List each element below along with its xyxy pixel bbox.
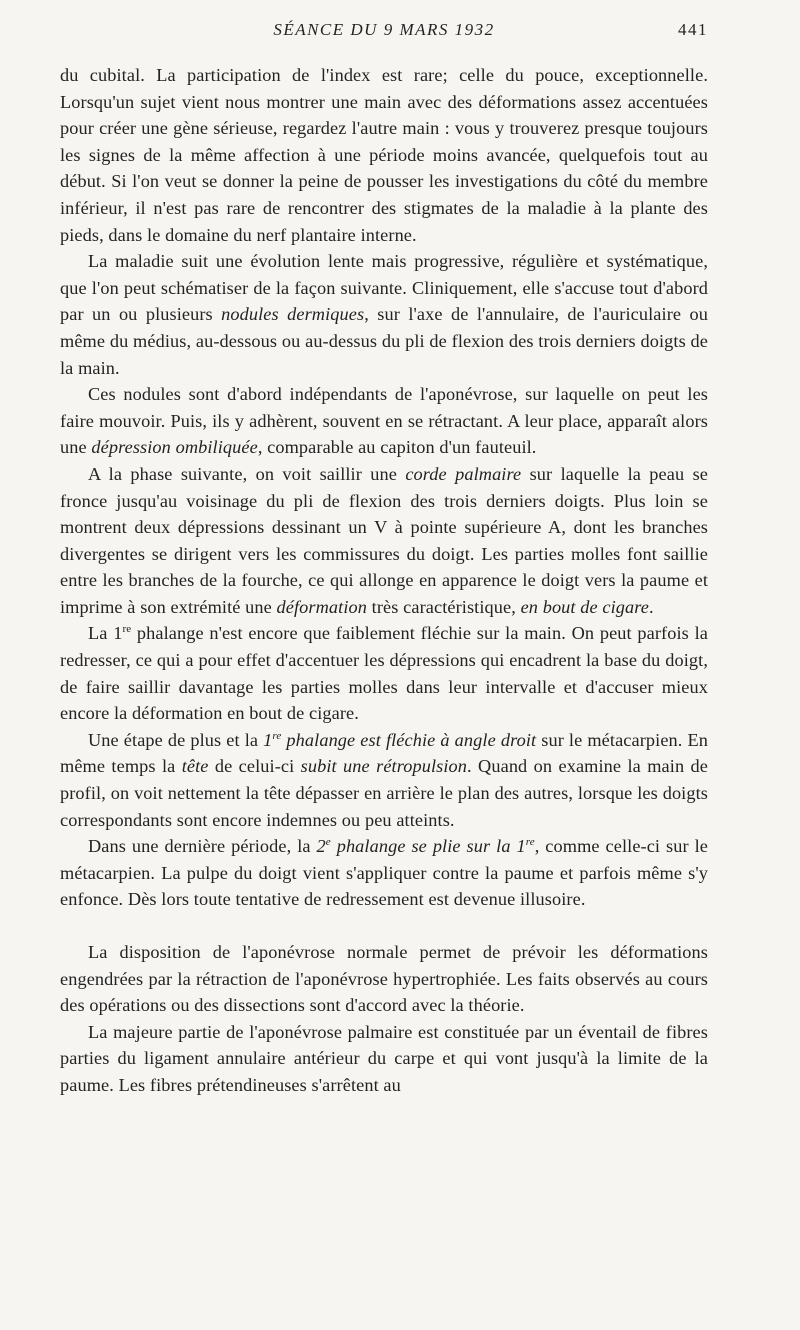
text-run: A la phase suivante, on voit saillir une <box>88 463 406 484</box>
paragraph <box>60 727 708 833</box>
italic-text: dépression ombiliquée <box>91 437 258 458</box>
text-run: La disposition de l'aponévrose normale permet de prévoir les déformations engendrées par la rétraction de l'aponévrose hypertrophiée. Les faits observés au cours des opérations ou des dissections sont d'accord avec la théorie. <box>60 942 708 1016</box>
text-run: du cubital. La participation de l'index est rare; celle du pouce, exceptionnelle. Lorsqu'un sujet vient nous montrer une main avec des déformations assez accentuées pour créer une gène sérieuse, regardez l'autre main : vous y trouverez presque toujours les signes de la même affection à une période moins avancée, quelquefois tout au début. Si l'on veut se donner la peine de pousser les investigations du côté du membre inférieur, il n'est pas rare de rencontrer des stigmates de la maladie à la plante des pieds, dans le domaine du nerf plantaire interne. <box>60 65 708 245</box>
text-run: Dans une dernière période, la <box>88 836 317 857</box>
text-run: de celui-ci <box>208 756 301 777</box>
italic-text: corde palmaire <box>405 463 522 484</box>
italic-text: subit une rétropulsion <box>300 756 468 777</box>
italic-text: déformation <box>276 596 368 617</box>
superscript: re <box>525 836 535 849</box>
paragraph <box>60 833 708 913</box>
text-run: La majeure partie de l'aponévrose palmaire est constituée par un éventail de fibres parties du ligament annulaire antérieur du carpe et qui vont jusqu'à la limite de la paume. Les fibres prétendineuses s'arrêtent au <box>60 1021 708 1095</box>
italic-text: phalange est fléchie à angle droit <box>281 729 537 750</box>
page-number: 441 <box>678 20 708 39</box>
text-run: , comme celle-ci sur le métacarpien. La pulpe du doigt vient s'appliquer contre la paume et parfois même s'y enfonce. Dès lors toute tentative de redressement est devenue illusoire. <box>60 836 708 910</box>
text-run: . <box>649 596 654 617</box>
italic-text: 2 <box>316 836 326 857</box>
text-run: Une étape de plus et la <box>88 729 264 750</box>
text-run: Ces nodules sont d'abord indépendants de l'aponévrose, sur laquelle on peut les faire mouvoir. Puis, ils y adhèrent, souvent en se rétractant. A leur place, apparaît alors une <box>60 384 708 458</box>
text-run: phalange n'est encore que faiblement fléchie sur la main. On peut parfois la redresser, ce qui a pour effet d'accentuer les dépressions qui encadrent la base du doigt, de faire saillir davantage les parties molles dans leur intervalle et d'accuser mieux encore la déformation en bout de cigare. <box>60 623 708 724</box>
superscript: e <box>325 836 331 849</box>
italic-text: nodules dermiques <box>221 304 365 325</box>
text-run: . Quand on examine la main de profil, on voit nettement la tête dépasser en arrière le plan des autres, lorsque les doigts correspondants sont encore indemnes ou peu atteints. <box>60 756 708 830</box>
paragraph <box>60 620 708 726</box>
paragraph <box>60 381 708 461</box>
paragraph <box>60 1019 708 1099</box>
text-run: sur le métacarpien. En même temps la <box>60 729 708 777</box>
italic-text: 1 <box>263 729 273 750</box>
paragraph <box>60 939 708 1019</box>
running-header <box>60 20 708 48</box>
superscript: re <box>272 729 282 742</box>
superscript: re <box>122 623 132 636</box>
text-run: sur laquelle la peau se fronce jusqu'au voisinage du pli de flexion des trois derniers doigts. Plus loin se montrent deux dépressions dessinant un V à pointe supérieure A, dont les branches divergentes se dirigent vers les commissures du doigt. Les parties molles font saillie entre les branches de la fourche, ce qui allonge en apparence le doigt vers la paume et imprime à son extrémité une <box>60 463 708 617</box>
running-title: SÉANCE DU 9 MARS 1932 <box>273 20 495 39</box>
paragraph <box>60 62 708 248</box>
text-run: La 1 <box>88 623 123 644</box>
text-run: très caractéristique, <box>367 596 521 617</box>
text-run: , comparable au capiton d'un fauteuil. <box>257 437 537 458</box>
italic-text: tête <box>181 756 209 777</box>
body-text <box>60 62 708 1099</box>
text-run: La maladie suit une évolution lente mais progressive, régulière et systématique, que l'on peut schématiser de la façon suivante. Cliniquement, elle s'accuse tout d'abord par un ou plusieurs <box>60 251 708 325</box>
paragraph <box>60 248 708 381</box>
text-run: , sur l'axe de l'annulaire, de l'auriculaire ou même du médius, au-dessous ou au-dessus du pli de flexion des trois derniers doigts de la main. <box>60 304 708 378</box>
italic-text: en bout de cigare <box>520 596 650 617</box>
italic-text: phalange se plie sur la 1 <box>330 836 526 857</box>
paragraph <box>60 461 708 621</box>
